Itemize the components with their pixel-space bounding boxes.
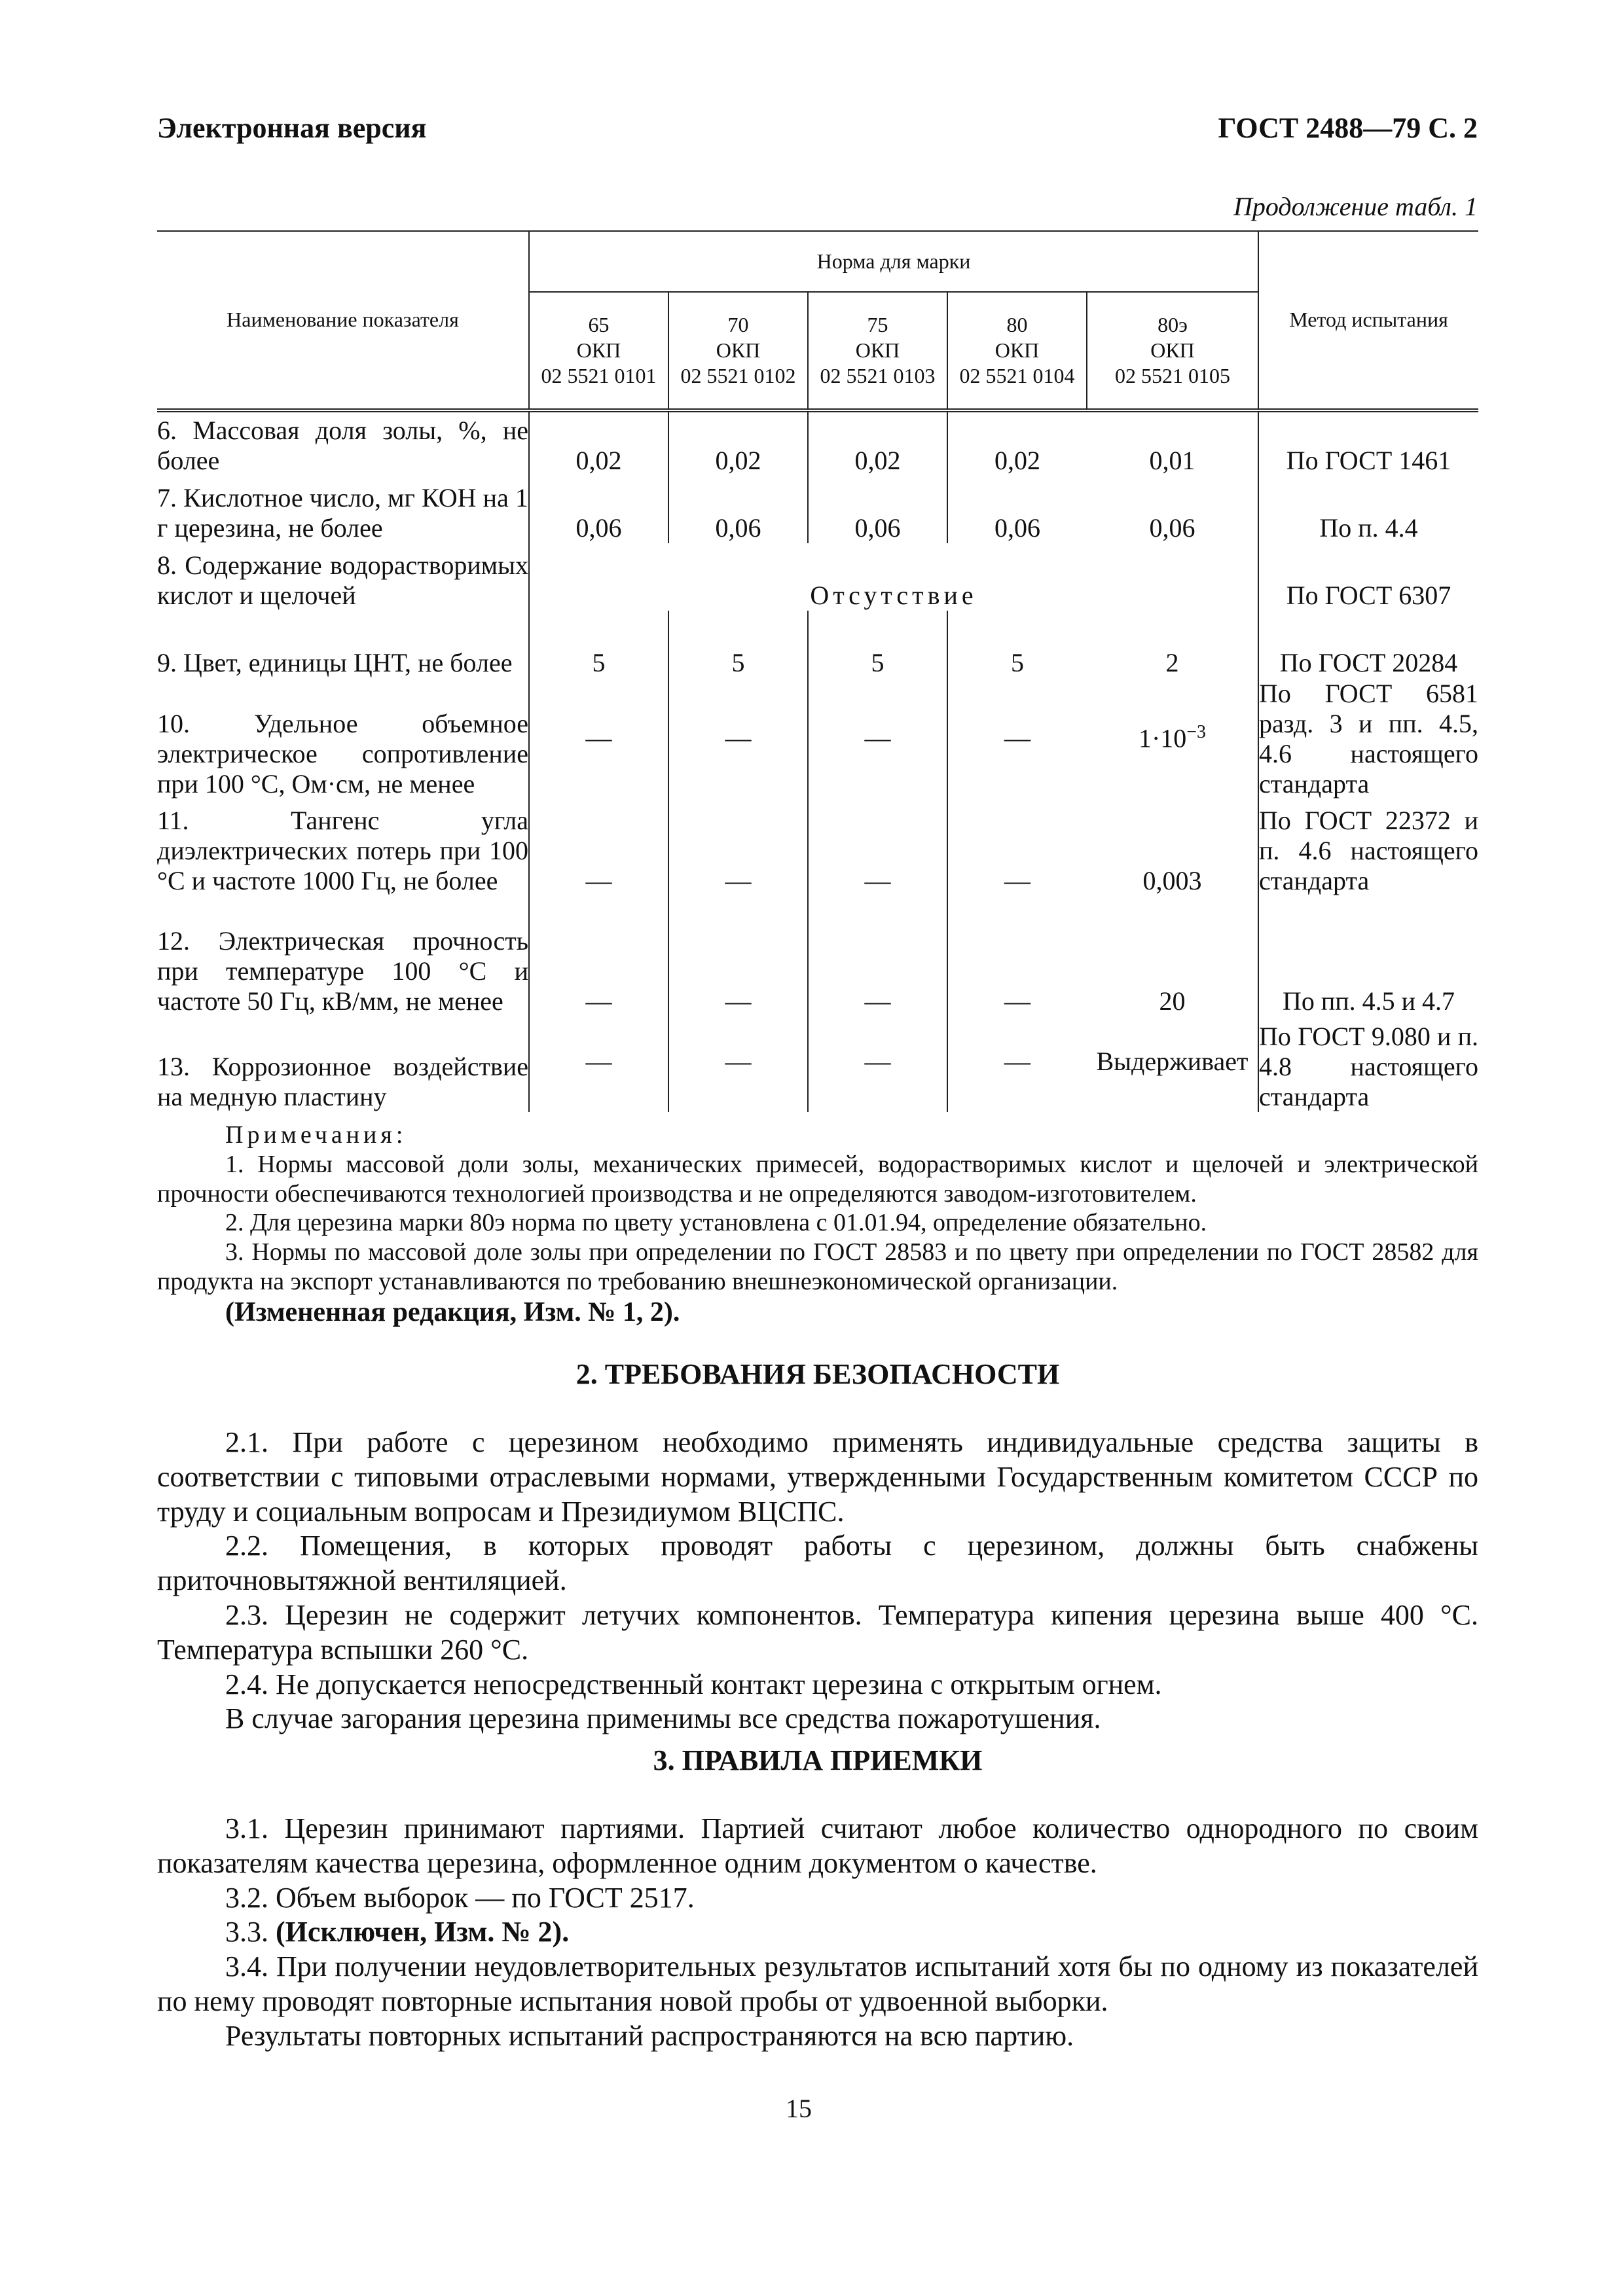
row-method: По ГОСТ 6581 разд. 3 и пп. 4.5, 4.6 настоящего стандарта	[1259, 679, 1479, 798]
section-3-title: 3. ПРАВИЛА ПРИЕМКИ	[653, 1744, 983, 1776]
row-method: По ГОСТ 22372 и п. 4.6 настоящего стандарта	[1258, 799, 1478, 896]
table-row	[157, 1016, 1478, 1112]
paragraph: 3.4. При получении неудовлетворительных результатов испытаний хотя бы по одному из показателей по нему проводят повторные испытания новой пробы от удвоенной выборки.	[157, 1950, 1478, 2017]
row-value: —	[529, 1016, 668, 1112]
row-value: —	[947, 678, 1087, 799]
table-row	[157, 611, 1478, 678]
row-name: 10. Удельное объемное электрическое сопротивление при 100 °С, Ом·см, не менее	[157, 709, 528, 798]
grade-header-80: 80 ОКП 02 5521 0104	[947, 292, 1087, 410]
paragraph-number: 3.3.	[225, 1916, 268, 1948]
row-value: —	[947, 799, 1087, 896]
row-name: 9. Цвет, единицы ЦНТ, не более	[157, 648, 513, 677]
row-value: —	[808, 1016, 947, 1112]
row-value: —	[808, 896, 947, 1016]
row-value: —	[947, 1016, 1087, 1112]
notes-block	[157, 1121, 1478, 1329]
note-item: 1. Нормы массовой доли золы, механических примесей, водорастворимых кислот и щелочей и электрической прочности обеспечиваются технологией производства и не определяются заводом-изготовителем.	[157, 1150, 1478, 1208]
section-2-title: 2. ТРЕБОВАНИЯ БЕЗОПАСНОСТИ	[575, 1358, 1060, 1390]
row-value: 0,003	[1142, 866, 1202, 895]
table-row	[157, 799, 1478, 896]
row-value: 5	[668, 611, 808, 678]
col-header-method: Метод испытания	[1258, 231, 1478, 410]
grade-header-80e: 80э ОКП 02 5521 0105	[1087, 292, 1258, 410]
table-row	[157, 476, 1478, 543]
note-item: 2. Для церезина марки 80э норма по цвету установлена с 01.01.94, определение обязательно.	[225, 1209, 1207, 1237]
table-row	[157, 678, 1478, 799]
paragraph: 3.1. Церезин принимают партиями. Партией считают любое количество однородного по своим показателям качества церезина, оформленное одним документом о качестве.	[157, 1812, 1478, 1879]
row-value: 0,06	[947, 476, 1087, 543]
row-method: По п. 4.4	[1258, 476, 1478, 543]
row-value: —	[808, 678, 947, 799]
row-method: По ГОСТ 1461	[1258, 410, 1478, 476]
table-row	[157, 543, 1478, 611]
row-value: 2	[1165, 648, 1179, 677]
row-method: По ГОСТ 9.080 и п. 4.8 настоящего стандарта	[1258, 1016, 1478, 1112]
col-header-indicator: Наименование показателя	[157, 231, 529, 410]
specification-table	[157, 230, 1478, 1112]
row-value: —	[668, 678, 808, 799]
row-name: 13. Коррозионное воздействие на медную пластину	[157, 1052, 528, 1111]
row-value: 5	[808, 611, 947, 678]
paragraph: В случае загорания церезина применимы все средства пожаротушения.	[225, 1702, 1101, 1735]
row-value: —	[529, 678, 668, 799]
header-right: ГОСТ 2488—79 С. 2	[1218, 112, 1478, 144]
row-value: 0,06	[529, 476, 668, 543]
row-value: 5	[529, 611, 668, 678]
row-value: —	[529, 896, 668, 1016]
row-value: 0,01	[1149, 446, 1195, 475]
row-value: $1\cdot 10^{-3}$	[1138, 721, 1207, 753]
row-value: —	[668, 799, 808, 896]
paragraph: 3.2. Объем выборок — по ГОСТ 2517.	[225, 1881, 695, 1914]
row-value: 0,06	[808, 476, 947, 543]
row-value: 0,06	[1149, 513, 1195, 543]
table-row	[157, 410, 1478, 476]
table-continuation-label: Продолжение табл. 1	[1233, 192, 1478, 221]
row-value: 0,02	[947, 410, 1087, 476]
exponent: −3	[1186, 721, 1207, 742]
col-header-norm: Норма для марки	[529, 231, 1258, 292]
page-number: 15	[786, 2094, 812, 2123]
header-left: Электронная версия	[157, 112, 427, 144]
row-value: —	[529, 799, 668, 896]
note-item: 3. Нормы по массовой доле золы при определении по ГОСТ 28583 и по цвету при определении по ГОСТ 28582 для продукта на экспорт устанавливаются по требованию внешнеэкономической организации.	[157, 1238, 1478, 1296]
row-name: 8. Содержание водорастворимых кислот и щелочей	[157, 550, 528, 610]
paragraph: 2.3. Церезин не содержит летучих компонентов. Температура кипения церезина выше 400 °С. Температура вспышки 260 °С.	[157, 1598, 1478, 1666]
row-value: 5	[947, 611, 1087, 678]
row-method: По пп. 4.5 и 4.7	[1258, 896, 1478, 1016]
paragraph: Результаты повторных испытаний распространяются на всю партию.	[225, 2019, 1074, 2052]
row-value: 0,02	[808, 410, 947, 476]
row-value: —	[808, 799, 947, 896]
row-merged-value: Отсутствие	[529, 543, 1258, 611]
table-row	[157, 896, 1478, 1016]
revision-note: (Измененная редакция, Изм. № 1, 2).	[225, 1297, 680, 1327]
grade-header-70: 70 ОКП 02 5521 0102	[668, 292, 808, 410]
row-value: 0,06	[668, 476, 808, 543]
row-name: 7. Кислотное число, мг КОН на 1 г церезина, не более	[157, 483, 528, 543]
paragraph: 2.4. Не допускается непосредственный контакт церезина с открытым огнем.	[225, 1668, 1162, 1700]
row-method: По ГОСТ 20284	[1258, 611, 1478, 678]
row-name: 6. Массовая доля золы, %, не более	[157, 416, 528, 475]
excluded-note: (Исключен, Изм. № 2).	[276, 1916, 570, 1948]
notes-title: Примечания:	[225, 1121, 407, 1149]
grade-header-65: 65 ОКП 02 5521 0101	[529, 292, 668, 410]
row-value: Выдерживает	[1096, 1047, 1249, 1076]
grade-header-75: 75 ОКП 02 5521 0103	[808, 292, 947, 410]
row-name: 11. Тангенс угла диэлектрических потерь при 100 °С и частоте 1000 Гц, не более	[157, 806, 528, 895]
section-2-body	[157, 1426, 1478, 1736]
paragraph: 2.2. Помещения, в которых проводят работы с церезином, должны быть снабжены приточновытяжной вентиляцией.	[157, 1530, 1478, 1597]
paragraph	[157, 1915, 1478, 1950]
row-value: —	[668, 1016, 808, 1112]
row-value: 0,02	[668, 410, 808, 476]
row-method: По ГОСТ 6307	[1258, 543, 1478, 611]
row-value: —	[668, 896, 808, 1016]
row-name: 12. Электрическая прочность при температуре 100 °С и частоте 50 Гц, кВ/мм, не менее	[157, 926, 528, 1016]
section-3-body	[157, 1812, 1478, 2054]
row-value: —	[947, 896, 1087, 1016]
paragraph: 2.1. При работе с церезином необходимо применять индивидуальные средства защиты в соответствии с типовыми отраслевыми нормами, утвержденными Государственным комитетом СССР по труду и социальным вопросам и Президиумом ВЦСПС.	[157, 1426, 1478, 1528]
row-value: 20	[1159, 986, 1186, 1016]
row-value: 0,02	[529, 410, 668, 476]
